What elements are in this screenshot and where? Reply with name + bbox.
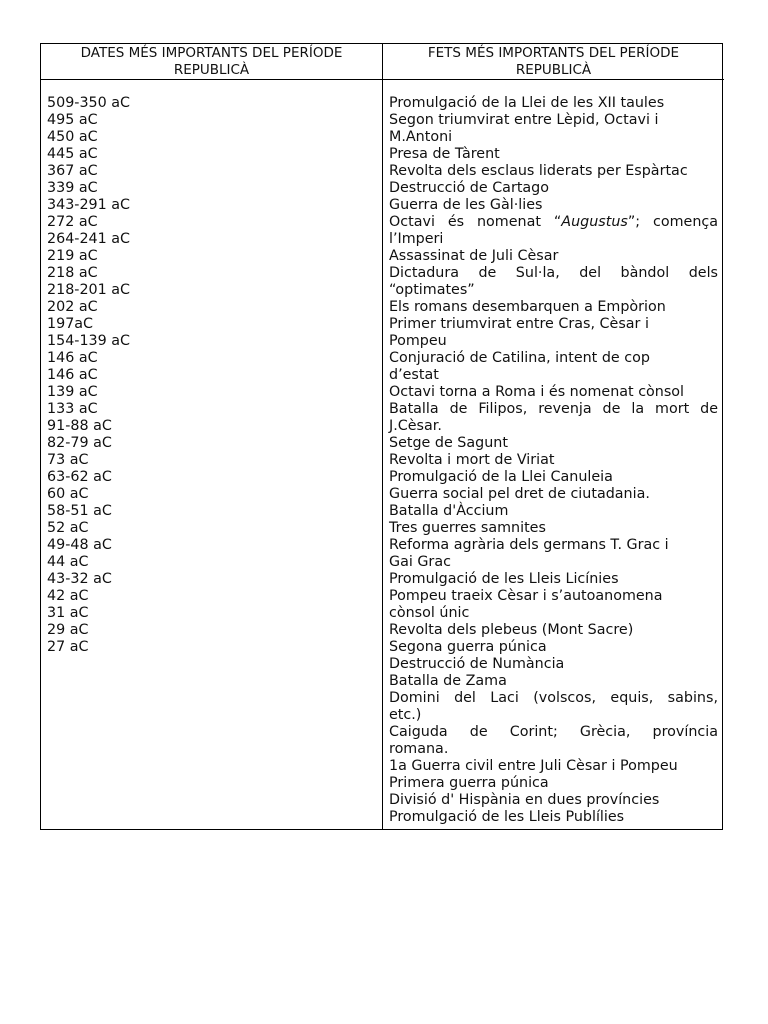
fact-item [389, 248, 718, 265]
fact-line: Revolta dels plebeus (Mont Sacre) [389, 622, 634, 638]
date-item: 133 aC [47, 401, 98, 417]
fact-line: Setge de Sagunt [389, 435, 508, 451]
fact-item [389, 350, 718, 384]
fact-line: cònsol únic [389, 605, 470, 621]
date-item: 367 aC [47, 163, 98, 179]
fact-item [389, 469, 718, 486]
date-item: 73 aC [47, 452, 89, 468]
fact-line: Domini del Laci (volscos, equis, sabins, [389, 690, 718, 706]
fact-item [389, 775, 718, 792]
fact-line: Destrucció de Cartago [389, 180, 550, 196]
fact-line: Batalla de Zama [389, 673, 507, 689]
date-item: 82-79 aC [47, 435, 112, 451]
fact-item [389, 639, 718, 656]
fact-line: d’estat [389, 367, 439, 383]
dates-header-line-1: DATES MÉS IMPORTANTS DEL PERÍODE [80, 45, 343, 61]
fact-line: Gai Grac [389, 554, 451, 570]
fact-line: Destrucció de Numància [389, 656, 565, 672]
fact-item [389, 384, 718, 401]
fact-item [389, 656, 718, 673]
fact-item [389, 486, 718, 503]
fact-item [389, 452, 718, 469]
date-item: 91-88 aC [47, 418, 112, 434]
fact-line: Revolta i mort de Viriat [389, 452, 555, 468]
fact-item [389, 214, 718, 248]
fact-item [389, 316, 718, 350]
date-item: 218-201 aC [47, 282, 131, 298]
dates-header-line-2: REPUBLICÀ [173, 62, 250, 78]
facts-header-line-2: REPUBLICÀ [515, 62, 592, 78]
fact-item [389, 503, 718, 520]
date-item: 146 aC [47, 350, 98, 366]
fact-line: Promulgació de les Lleis Licínies [389, 571, 619, 587]
fact-item [389, 588, 718, 622]
fact-item [389, 197, 718, 214]
fact-item [389, 112, 718, 146]
history-table [40, 43, 723, 830]
fact-line: Guerra de les Gàl·lies [389, 197, 543, 213]
fact-line: Pompeu [389, 333, 447, 349]
date-item: 450 aC [47, 129, 98, 145]
fact-item [389, 401, 718, 435]
fact-line: Pompeu traeix Cèsar i s’autoanomena [389, 588, 663, 604]
date-item: 154-139 aC [47, 333, 131, 349]
fact-item [389, 180, 718, 197]
date-item: 49-48 aC [47, 537, 112, 553]
fact-item [389, 163, 718, 180]
facts-column-header [383, 44, 724, 80]
date-item: 42 aC [47, 588, 89, 604]
date-item: 202 aC [47, 299, 98, 315]
date-item: 146 aC [47, 367, 98, 383]
fact-line: romana. [389, 741, 449, 757]
fact-item [389, 622, 718, 639]
date-item: 197aC [47, 316, 94, 332]
fact-line: Conjuració de Catilina, intent de cop [389, 350, 650, 366]
date-item: 43-32 aC [47, 571, 112, 587]
fact-text: ”; comença [627, 214, 718, 230]
fact-item [389, 809, 718, 826]
fact-line: Dictadura de Sul·la, del bàndol dels [389, 265, 718, 281]
facts-column [383, 80, 724, 829]
facts-header-line-1: FETS MÉS IMPORTANTS DEL PERÍODE [427, 45, 680, 61]
date-item: 27 aC [47, 639, 89, 655]
date-item: 272 aC [47, 214, 98, 230]
fact-item [389, 758, 718, 775]
fact-line: Primera guerra púnica [389, 775, 549, 791]
date-item: 31 aC [47, 605, 89, 621]
fact-line: 1a Guerra civil entre Juli Cèsar i Pompeu [389, 758, 678, 774]
fact-line: Batalla de Filipos, revenja de la mort de [389, 401, 718, 417]
fact-line: Caiguda de Corint; Grècia, província [389, 724, 718, 740]
fact-line: Reforma agrària dels germans T. Grac i [389, 537, 669, 553]
fact-line [389, 214, 718, 231]
fact-line: Promulgació de les Lleis Publílies [389, 809, 625, 825]
fact-line: Batalla d'Àccium [389, 503, 509, 519]
date-item: 139 aC [47, 384, 98, 400]
fact-line: Promulgació de la Llei de les XII taules [389, 95, 665, 111]
fact-line: Presa de Tàrent [389, 146, 500, 162]
dates-column [41, 80, 383, 829]
fact-item [389, 146, 718, 163]
fact-item [389, 690, 718, 724]
date-item: 445 aC [47, 146, 98, 162]
fact-line: J.Cèsar. [389, 418, 442, 434]
fact-line: Octavi torna a Roma i és nomenat cònsol [389, 384, 685, 400]
date-item: 58-51 aC [47, 503, 112, 519]
fact-line: Promulgació de la Llei Canuleia [389, 469, 613, 485]
fact-line: Segona guerra púnica [389, 639, 547, 655]
fact-line: Primer triumvirat entre Cras, Cèsar i [389, 316, 649, 332]
date-item: 44 aC [47, 554, 89, 570]
date-item: 60 aC [47, 486, 89, 502]
dates-column-header [41, 44, 383, 80]
fact-line: Divisió d' Hispània en dues províncies [389, 792, 660, 808]
date-item: 495 aC [47, 112, 98, 128]
date-item: 339 aC [47, 180, 98, 196]
fact-item [389, 520, 718, 537]
fact-item [389, 537, 718, 571]
fact-item [389, 792, 718, 809]
fact-line: Tres guerres samnites [389, 520, 546, 536]
fact-text: Octavi és nomenat “ [389, 214, 562, 230]
fact-item [389, 95, 718, 112]
date-item: 52 aC [47, 520, 89, 536]
fact-line: Guerra social pel dret de ciutadania. [389, 486, 650, 502]
fact-line: l’Imperi [389, 231, 444, 247]
fact-line: etc.) [389, 707, 422, 723]
fact-item [389, 571, 718, 588]
fact-line: M.Antoni [389, 129, 453, 145]
date-item: 219 aC [47, 248, 98, 264]
date-item: 218 aC [47, 265, 98, 281]
date-item: 343-291 aC [47, 197, 131, 213]
date-item: 509-350 aC [47, 95, 131, 111]
date-item: 264-241 aC [47, 231, 131, 247]
fact-item [389, 673, 718, 690]
fact-line: Els romans desembarquen a Empòrion [389, 299, 666, 315]
fact-line: Segon triumvirat entre Lèpid, Octavi i [389, 112, 659, 128]
fact-item [389, 265, 718, 299]
date-item: 29 aC [47, 622, 89, 638]
fact-item [389, 435, 718, 452]
fact-item [389, 299, 718, 316]
fact-line: Assassinat de Juli Cèsar [389, 248, 559, 264]
fact-text-italic: Augustus [561, 214, 628, 230]
fact-line: Revolta dels esclaus liderats per Espàrtac [389, 163, 688, 179]
fact-line: “optimates” [389, 282, 475, 298]
fact-item [389, 724, 718, 758]
date-item: 63-62 aC [47, 469, 112, 485]
